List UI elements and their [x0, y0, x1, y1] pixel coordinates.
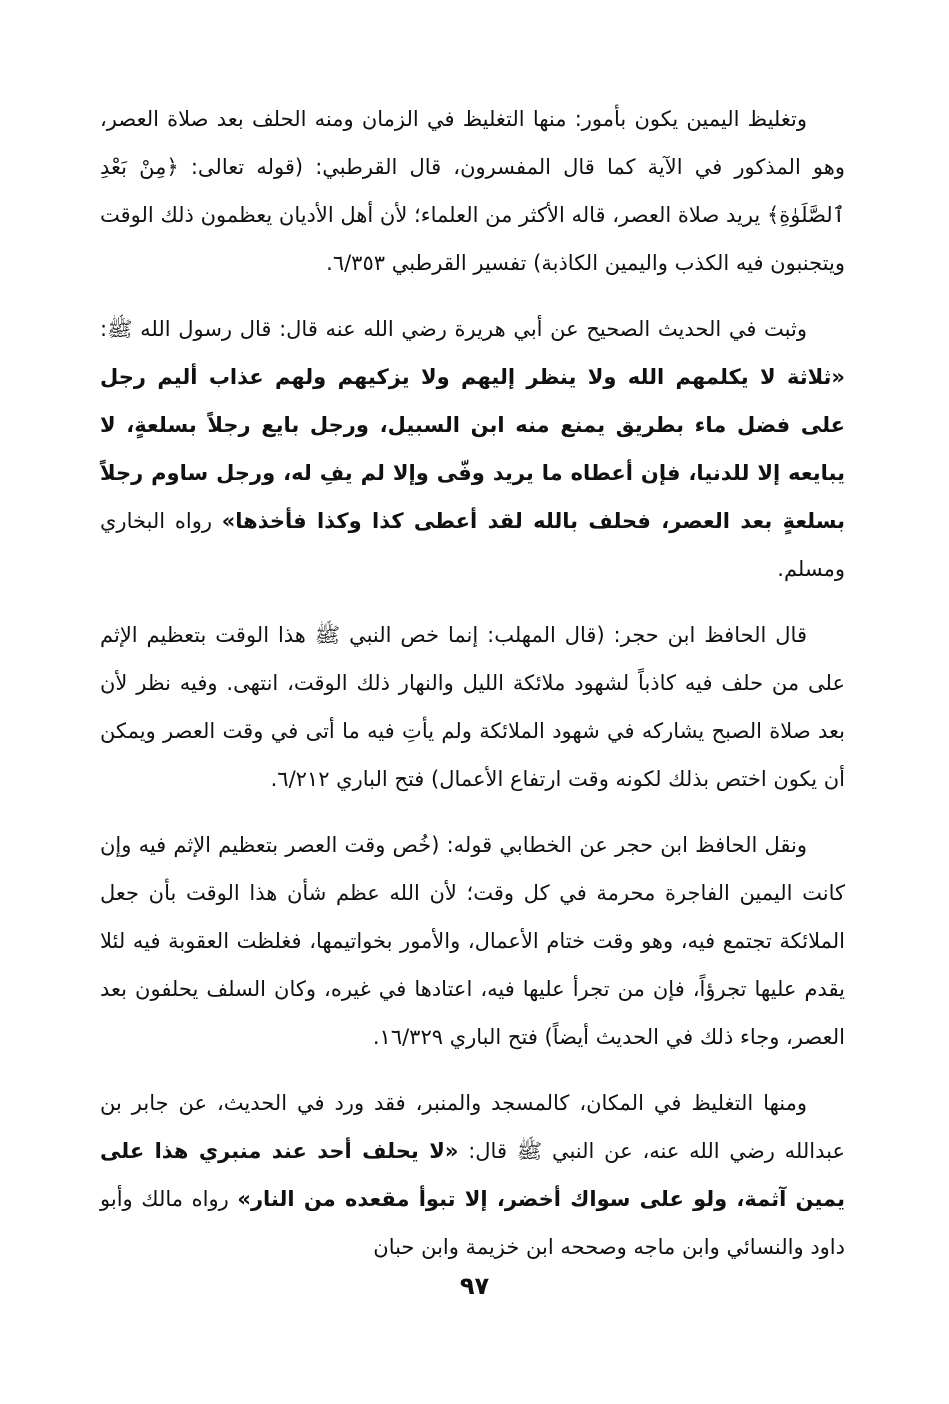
- paragraph-text: رواه مالك وأبو داود والنسائي وابن ماجه وصححه ابن خزيمة وابن حبان: [100, 1187, 845, 1259]
- paragraph-text: وثبت في الحديث الصحيح عن أبي هريرة رضي الله عنه قال: قال رسول الله ﷺ:: [100, 317, 807, 341]
- page-number: ٩٧: [459, 1272, 490, 1300]
- paragraph-ibn-hajar-muhallab: [100, 611, 845, 803]
- paragraph-hadith-abu-hurayra: [100, 305, 845, 593]
- paragraph-text: وتغليظ اليمين يكون بأمور: منها التغليظ في الزمان ومنه الحلف بعد صلاة العصر، وهو المذكور في الآية كما قال المفسرون، قال القرطبي: (قوله تعالى: ﴿مِنْ بَعْدِ ٱلصَّلَوٰةِ﴾ يريد صلاة العصر، قاله الأكثر من العلماء؛ لأن أهل الأديان يعظمون ذلك الوقت ويتجنبون فيه الكذب واليمين الكاذبة) تفسير القرطبي ٦/٣٥٣.: [100, 107, 845, 275]
- page-body: [100, 95, 845, 1289]
- hadith-quote: «ثلاثة لا يكلمهم الله ولا ينظر إليهم ولا يزكيهم ولهم عذاب أليم رجل على فضل ماء بطريق يمنع منه ابن السبيل، ورجل بايع رجلاً بسلعةٍ، لا يبايعه إلا للدنيا، فإن أعطاه ما يريد وفّى وإلا لم يفِ له، ورجل ساوم رجلاً بسلعةٍ بعد العصر، فحلف بالله لقد أعطى كذا وكذا فأخذها»: [100, 365, 846, 533]
- paragraph-time-oath: [100, 95, 845, 287]
- hadith-quote: «لا يحلف أحد عند منبري هذا على يمين آثمة، ولو على سواك أخضر، إلا تبوأ مقعده من النار»: [100, 1139, 845, 1211]
- paragraph-place-oath: [100, 1079, 845, 1271]
- paragraph-text: ومنها التغليظ في المكان، كالمسجد والمنبر، فقد ورد في الحديث، عن جابر بن عبدالله رضي الله عنه، عن النبي ﷺ قال:: [100, 1091, 846, 1163]
- paragraph-khattabi: [100, 821, 845, 1061]
- paragraph-text: ونقل الحافظ ابن حجر عن الخطابي قوله: (خُص وقت العصر بتعظيم الإثم فيه وإن كانت اليمين الفاجرة محرمة في كل وقت؛ لأن الله عظم شأن هذا الوقت بأن جعل الملائكة تجتمع فيه، وهو وقت ختام الأعمال، والأمور بخواتيمها، فغلظت العقوبة فيه لئلا يقدم عليها تجرؤاً، فإن من تجرأ عليها فيه، اعتادها في غيره، وكان السلف يحلفون بعد العصر، وجاء ذلك في الحديث أيضاً) فتح الباري ١٦/٣٢٩.: [100, 833, 845, 1049]
- paragraph-text: رواه البخاري ومسلم.: [100, 509, 845, 581]
- paragraph-text: قال الحافظ ابن حجر: (قال المهلب: إنما خص النبي ﷺ هذا الوقت بتعظيم الإثم على من حلف فيه كاذباً لشهود ملائكة الليل والنهار ذلك الوقت، انتهى. وفيه نظر لأن بعد صلاة الصبح يشاركه في شهود الملائكة ولم يأتِ فيه ما أتى في وقت العصر ويمكن أن يكون اختص بذلك لكونه وقت ارتفاع الأعمال) فتح الباري ٦/٢١٢.: [100, 623, 845, 791]
